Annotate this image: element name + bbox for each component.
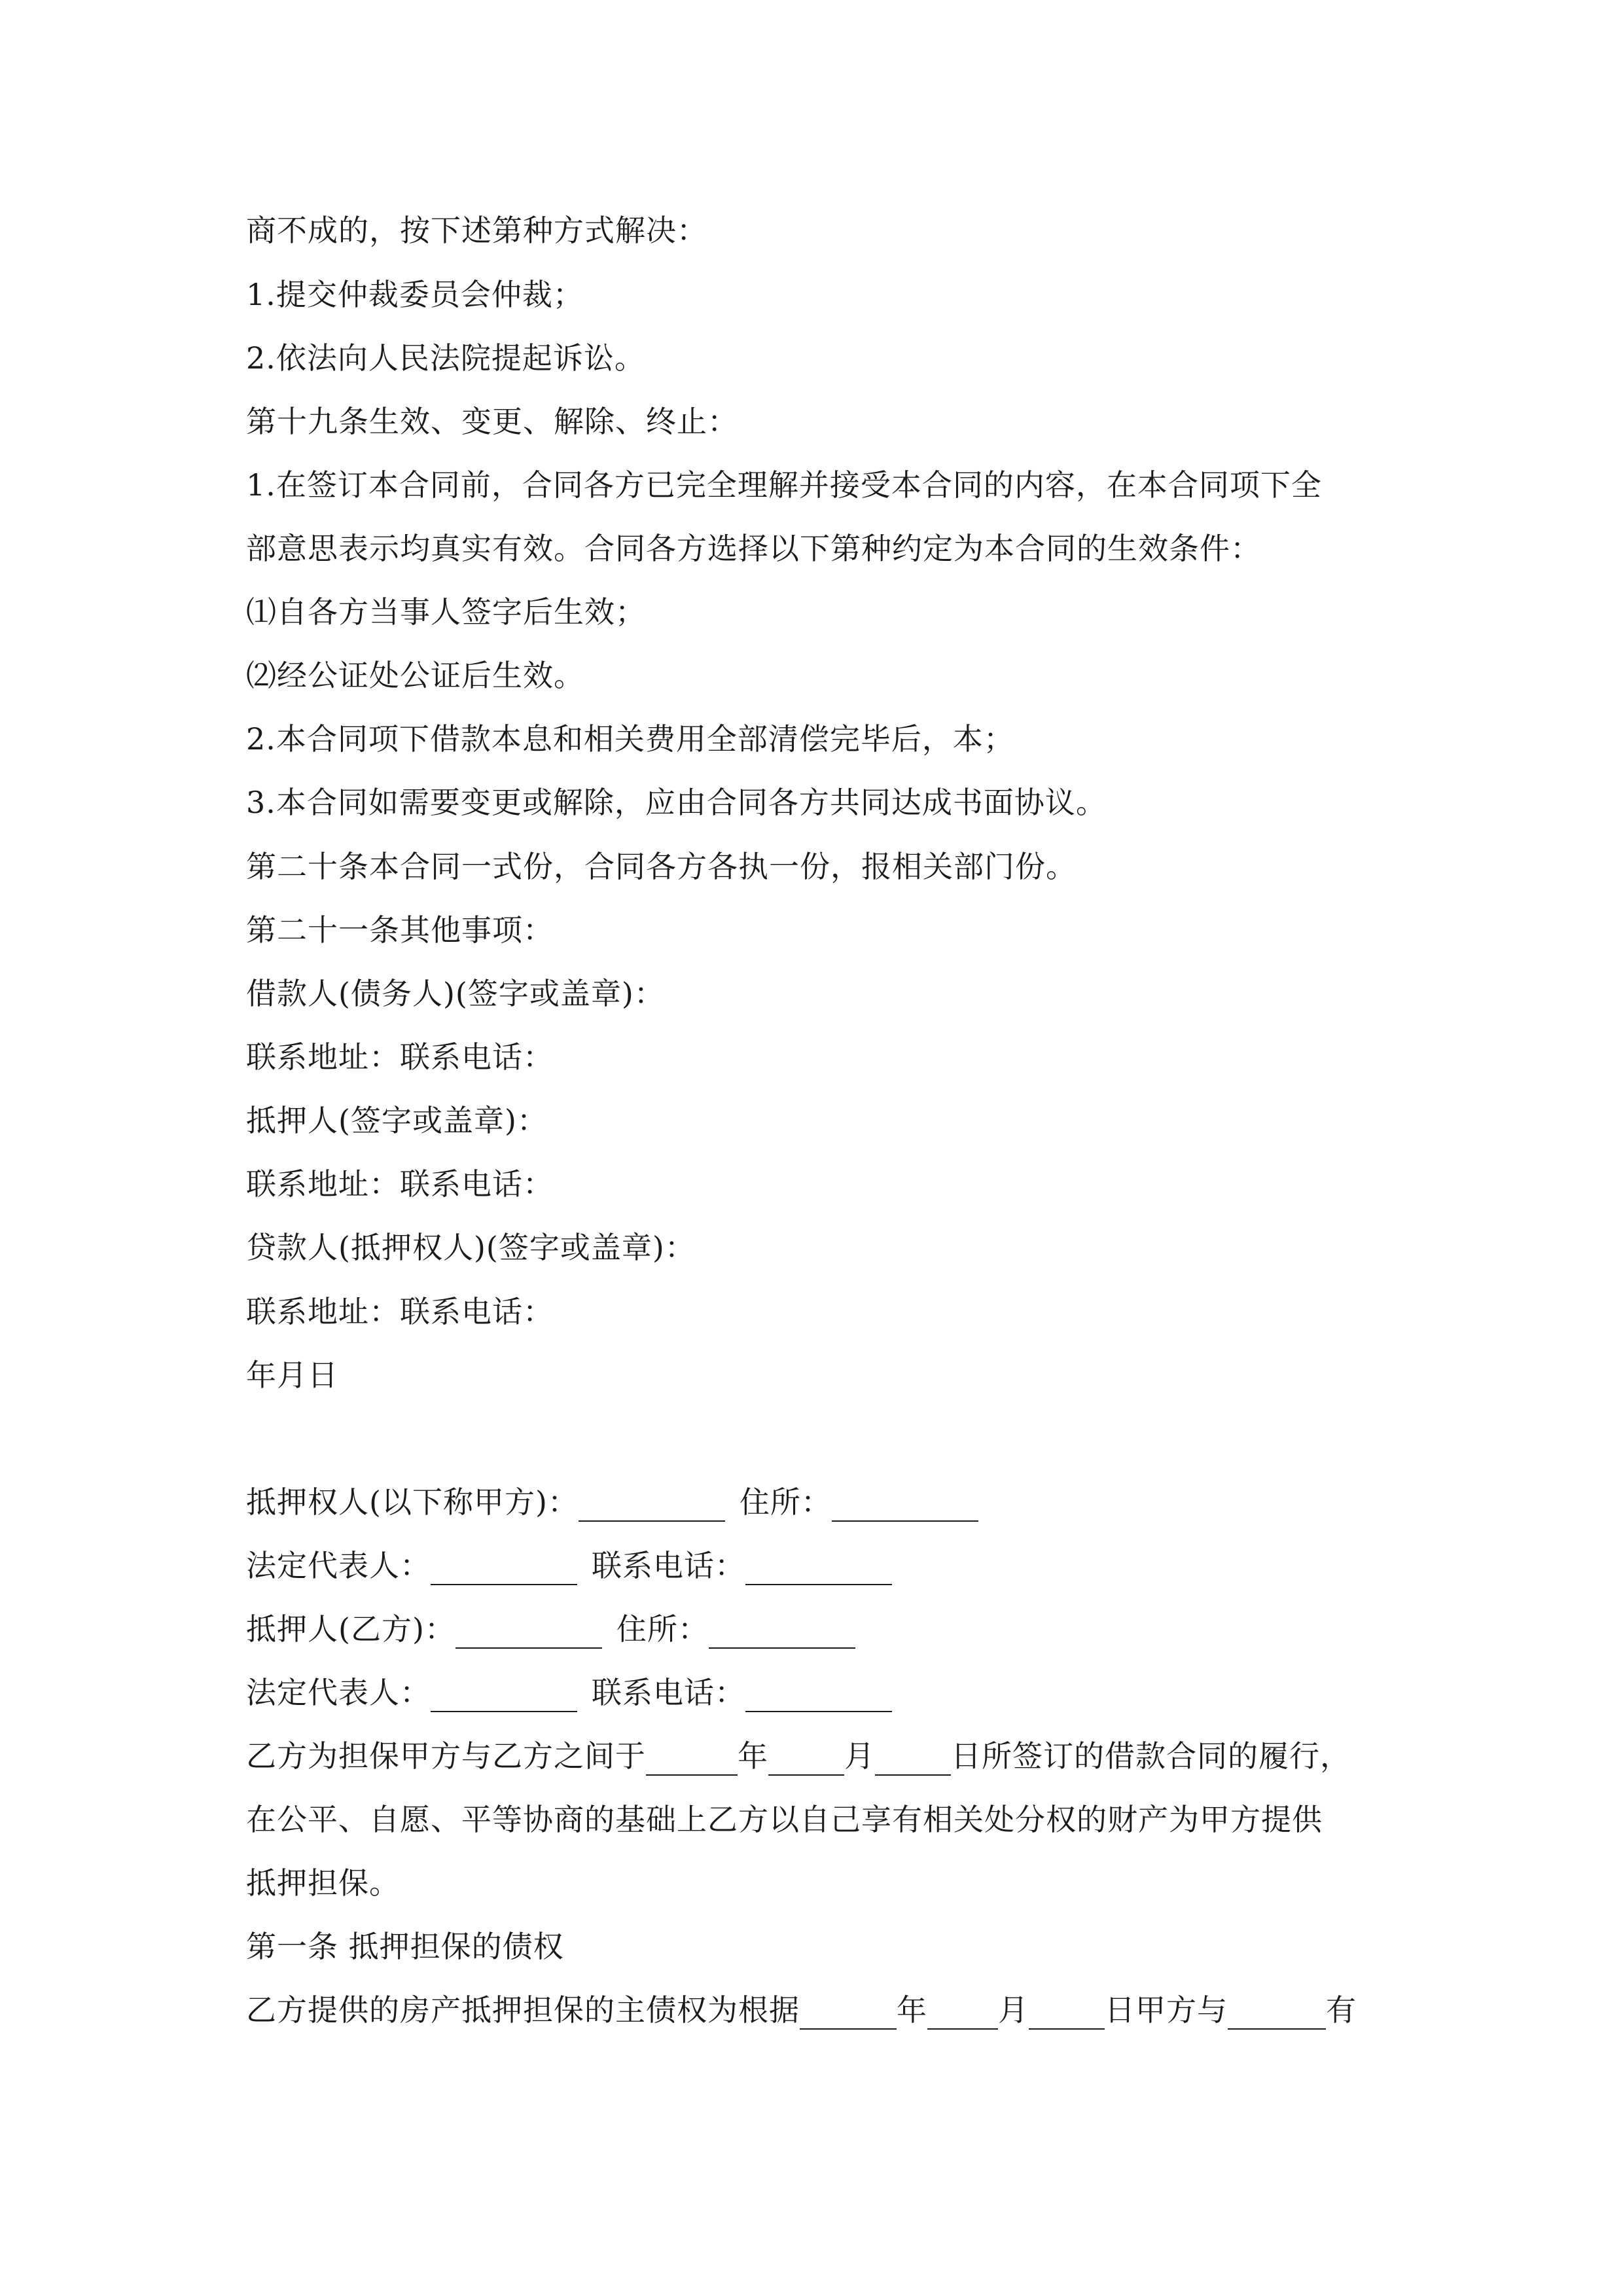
text-line: 1.在签订本合同前，合同各方已完全理解并接受本合同的内容，在本合同项下全 bbox=[246, 467, 1322, 503]
contact-line: 联系地址：联系电话： bbox=[246, 1294, 554, 1329]
legal-rep-blank[interactable] bbox=[431, 1555, 577, 1585]
phone-label: 联系电话： bbox=[592, 1675, 745, 1710]
month-label: 月 bbox=[998, 1992, 1029, 2028]
year-label: 年 bbox=[738, 1738, 768, 1774]
month-label: 月 bbox=[844, 1738, 875, 1774]
text-line: 在公平、自愿、平等协商的基础上乙方以自己享有相关处分权的财产为甲方提供 bbox=[246, 1802, 1323, 1837]
article-1-heading: 第一条 抵押担保的债权 bbox=[246, 1929, 564, 1964]
text-line: 1.提交仲裁委员会仲裁； bbox=[246, 277, 584, 312]
text-line: ⑵经公证处公证后生效。 bbox=[246, 658, 584, 693]
guarantee-paragraph-line bbox=[246, 1736, 1351, 1776]
month-blank[interactable] bbox=[768, 1746, 844, 1776]
mortgagor-signature-line: 抵押人(签字或盖章)： bbox=[246, 1103, 548, 1138]
year-blank[interactable] bbox=[646, 1746, 738, 1776]
mortgagor-blank[interactable] bbox=[455, 1619, 602, 1649]
month-blank[interactable] bbox=[927, 2000, 998, 2030]
date-line: 年月日 bbox=[246, 1357, 338, 1393]
paragraph-text: 日所签订的借款合同的履行， bbox=[951, 1738, 1351, 1774]
article-19-heading: 第十九条生效、变更、解除、终止： bbox=[246, 404, 738, 439]
mortgagee-label: 抵押权人(以下称甲方)： bbox=[246, 1484, 579, 1520]
text-line: 抵押担保。 bbox=[246, 1865, 400, 1901]
text-line: 部意思表示均真实有效。合同各方选择以下第种约定为本合同的生效条件： bbox=[246, 531, 1261, 566]
address-label: 住所： bbox=[616, 1611, 709, 1647]
year-blank[interactable] bbox=[800, 2000, 897, 2030]
legal-rep-label: 法定代表人： bbox=[246, 1675, 431, 1710]
mortgagor-line bbox=[246, 1609, 855, 1649]
text-line: 3.本合同如需要变更或解除，应由合同各方共同达成书面协议。 bbox=[246, 785, 1107, 820]
paragraph-text: 有 bbox=[1326, 1992, 1357, 2028]
address-blank[interactable] bbox=[832, 1492, 978, 1522]
address-blank[interactable] bbox=[709, 1619, 855, 1649]
contact-line: 联系地址：联系电话： bbox=[246, 1166, 554, 1202]
party-blank[interactable] bbox=[1228, 2000, 1326, 2030]
article-20-line: 第二十条本合同一式份，合同各方各执一份，报相关部门份。 bbox=[246, 849, 1077, 884]
phone-blank[interactable] bbox=[745, 1555, 892, 1585]
legal-rep-line bbox=[246, 1546, 892, 1585]
paragraph-text: 乙方为担保甲方与乙方之间于 bbox=[246, 1738, 646, 1774]
legal-rep-line bbox=[246, 1673, 892, 1712]
paragraph-text: 乙方提供的房产抵押担保的主债权为根据 bbox=[246, 1992, 800, 2028]
contact-line: 联系地址：联系电话： bbox=[246, 1039, 554, 1075]
day-blank[interactable] bbox=[875, 1746, 951, 1776]
year-label: 年 bbox=[897, 1992, 927, 2028]
mortgagee-blank[interactable] bbox=[579, 1492, 725, 1522]
text-line: 商不成的，按下述第种方式解决： bbox=[246, 213, 707, 248]
mortgagee-line bbox=[246, 1482, 978, 1522]
phone-label: 联系电话： bbox=[592, 1548, 745, 1583]
text-line: 2.本合同项下借款本息和相关费用全部清偿完毕后，本； bbox=[246, 721, 1014, 757]
article-21-heading: 第二十一条其他事项： bbox=[246, 912, 554, 948]
legal-rep-blank[interactable] bbox=[431, 1682, 577, 1712]
address-label: 住所： bbox=[739, 1484, 832, 1520]
mortgagor-label: 抵押人(乙方)： bbox=[246, 1611, 455, 1647]
claim-paragraph-line bbox=[246, 1990, 1357, 2030]
text-line: ⑴自各方当事人签字后生效； bbox=[246, 594, 646, 630]
paragraph-text: 日甲方与 bbox=[1105, 1992, 1228, 2028]
borrower-signature-line: 借款人(债务人)(签字或盖章)： bbox=[246, 976, 665, 1011]
phone-blank[interactable] bbox=[745, 1682, 892, 1712]
text-line: 2.依法向人民法院提起诉讼。 bbox=[246, 340, 645, 376]
legal-rep-label: 法定代表人： bbox=[246, 1548, 431, 1583]
day-blank[interactable] bbox=[1029, 2000, 1105, 2030]
lender-signature-line: 贷款人(抵押权人)(签字或盖章)： bbox=[246, 1230, 696, 1265]
